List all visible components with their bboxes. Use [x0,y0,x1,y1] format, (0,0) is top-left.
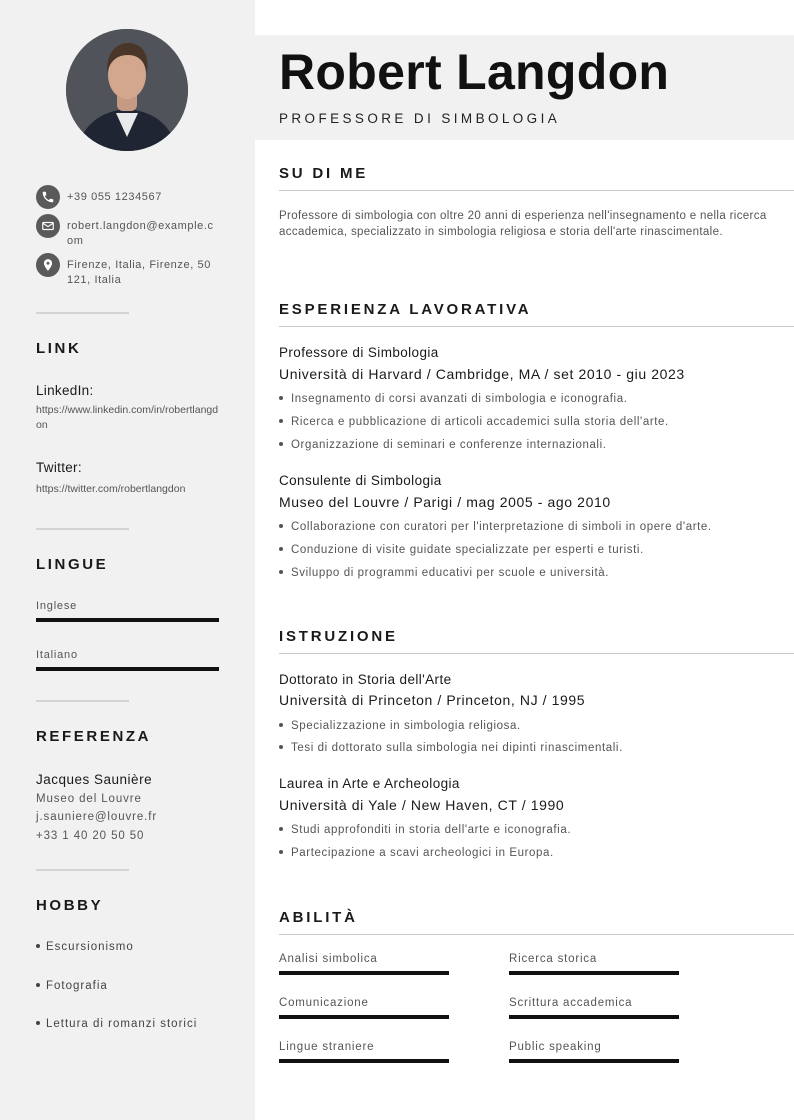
bullet-icon [279,547,283,551]
bullet-item: Tesi di dottorato sulla simbologia nei dipinti rinascimentali. [279,742,623,754]
job-title-item: Professore di Simbologia [279,345,439,360]
degree-details: Università di Princeton / Princeton, NJ / 1995 [279,692,586,708]
degree-title: Laurea in Arte e Archeologia [279,776,460,791]
bullet-icon [279,524,283,528]
contact-email [36,214,226,249]
section-divider [279,190,794,191]
skill-name: Analisi simbolica [279,953,378,965]
reference-email[interactable]: j.sauniere@louvre.fr [36,811,158,823]
divider [36,869,129,871]
language-level-bar [36,667,219,671]
degree-details: Università di Yale / New Haven, CT / 1990 [279,797,565,813]
about-heading: SU DI ME [279,165,369,182]
bullet-icon [279,396,283,400]
bullet-item: Conduzione di visite guidate specializzate per esperti e turisti. [279,544,644,556]
reference-organization: Museo del Louvre [36,793,142,805]
hobby-item: Fotografia [36,980,108,992]
degree-title: Dottorato in Storia dell'Arte [279,672,452,687]
bullet-item: Sviluppo di programmi educativi per scuole e università. [279,567,609,579]
education-heading: ISTRUZIONE [279,628,398,645]
divider [36,312,129,314]
skill-level-bar [509,1059,679,1063]
reference-heading: REFERENZA [36,728,152,745]
bullet-icon [36,1021,40,1025]
divider [36,700,129,702]
bullet-item: Partecipazione a scavi archeologici in Europa. [279,847,554,859]
skill-level-bar [509,1015,679,1019]
skill-name: Ricerca storica [509,953,598,965]
skill-name: Lingue straniere [279,1041,375,1053]
job-details: Università di Harvard / Cambridge, MA / set 2010 - giu 2023 [279,366,685,382]
bullet-item: Collaborazione con curatori per l'interpretazione di simboli in opere d'arte. [279,521,712,533]
skill-level-bar [509,971,679,975]
bullet-item: Ricerca e pubblicazione di articoli accademici sulla storia dell'arte. [279,416,669,428]
profile-photo [66,29,188,151]
language-name: Inglese [36,600,78,612]
bullet-icon [279,723,283,727]
link-heading: LINK [36,340,82,357]
hobby-item: Escursionismo [36,941,134,953]
bullet-icon [279,850,283,854]
linkedin-label: LinkedIn: [36,383,94,398]
address-text: Firenze, Italia, Firenze, 50121, Italia [67,259,211,286]
skills-heading: ABILITÀ [279,909,358,926]
bullet-icon [36,983,40,987]
language-level-bar [36,618,219,622]
job-details: Museo del Louvre / Parigi / mag 2005 - ago 2010 [279,494,611,510]
person-name: Robert Langdon [279,44,670,100]
twitter-label: Twitter: [36,460,82,475]
languages-heading: LINGUE [36,556,109,573]
hobby-item: Lettura di romanzi storici [36,1018,197,1030]
header [255,35,794,140]
bullet-item: Studi approfonditi in storia dell'arte e iconografia. [279,824,571,836]
reference-phone: +33 1 40 20 50 50 [36,830,145,842]
skill-name: Public speaking [509,1041,602,1053]
email-icon [36,214,60,238]
language-name: Italiano [36,649,78,661]
bullet-icon [279,745,283,749]
bullet-icon [279,442,283,446]
bullet-item: Specializzazione in simbologia religiosa. [279,720,521,732]
bullet-icon [279,827,283,831]
skill-level-bar [279,1015,449,1019]
bullet-icon [36,944,40,948]
phone-text: +39 055 1234567 [67,191,162,203]
location-icon [36,253,60,277]
job-title: PROFESSORE DI SIMBOLOGIA [279,111,561,126]
job-title-item: Consulente di Simbologia [279,473,442,488]
skill-name: Scrittura accademica [509,997,633,1009]
section-divider [279,934,794,935]
hobby-heading: HOBBY [36,897,104,914]
experience-heading: ESPERIENZA LAVORATIVA [279,301,532,318]
about-text: Professore di simbologia con oltre 20 anni di esperienza nell'insegnamento e nella ricerca accademica, specializzato in simbologia religiosa e storia dell'arte rinascimentale. [279,210,767,238]
section-divider [279,326,794,327]
divider [36,528,129,530]
bullet-icon [279,419,283,423]
twitter-url[interactable]: https://twitter.com/robertlangdon [36,483,186,495]
phone-icon [36,185,60,209]
skill-name: Comunicazione [279,997,369,1009]
section-divider [279,653,794,654]
skill-level-bar [279,1059,449,1063]
contact-phone [36,185,226,209]
reference-name: Jacques Saunière [36,772,153,787]
bullet-item: Insegnamento di corsi avanzati di simbologia e iconografia. [279,393,628,405]
email-text[interactable]: robert.langdon@example.com [67,220,214,247]
bullet-item: Organizzazione di seminari e conferenze internazionali. [279,439,607,451]
linkedin-url[interactable]: https://www.linkedin.com/in/robertlangdon [36,404,219,431]
contact-address [36,253,226,288]
sidebar [0,0,255,1120]
skill-level-bar [279,971,449,975]
bullet-icon [279,570,283,574]
